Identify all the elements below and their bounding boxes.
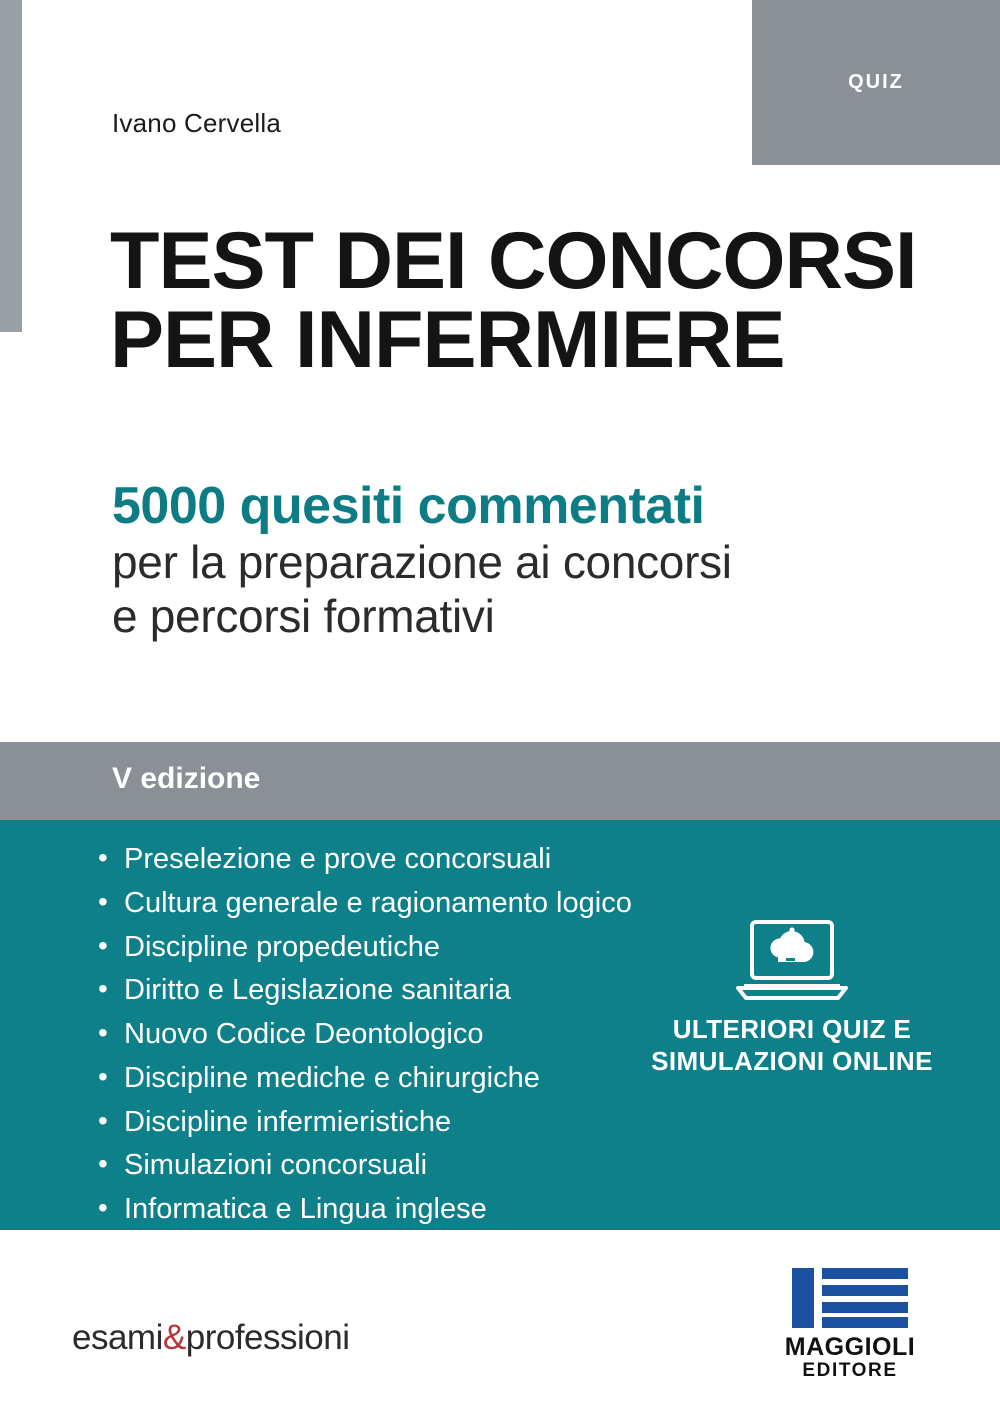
- subtitle-highlight: 5000 quesiti commentati: [112, 477, 705, 535]
- title-line-1: TEST DEI CONCORSI: [110, 216, 917, 306]
- list-item: • Diritto e Legislazione sanitaria: [96, 969, 696, 1013]
- laptop-cloud-icon: [734, 918, 850, 1002]
- online-extras-block: [642, 918, 942, 1077]
- quiz-badge-label: QUIZ: [848, 71, 904, 93]
- subtitle-block: [112, 478, 952, 644]
- quiz-badge: [752, 0, 1000, 165]
- spine-accent-band: [0, 0, 22, 332]
- series-brand-ampersand: &: [162, 1318, 186, 1357]
- title-line-2: PER INFERMIERE: [110, 295, 785, 386]
- list-item: • Informatica e Lingua inglese: [96, 1188, 696, 1232]
- series-brand-part-1: esami: [72, 1318, 163, 1357]
- list-item: • Cultura generale e ragionamento logico: [96, 882, 696, 926]
- maggioli-mark-icon: [792, 1268, 908, 1328]
- list-item: • Discipline mediche e chirurgiche: [96, 1057, 696, 1101]
- list-item: • Simulazioni concorsuali: [96, 1144, 696, 1188]
- topics-list: [96, 838, 696, 1232]
- publisher-logo: [762, 1268, 938, 1383]
- page-title: [110, 216, 940, 386]
- edition-label: V edizione: [112, 762, 261, 795]
- online-text-line-2: SIMULAZIONI ONLINE: [651, 1045, 933, 1076]
- online-text-line-1: ULTERIORI QUIZ E: [672, 1014, 912, 1044]
- subtitle-line-2: per la preparazione ai concorsi: [112, 536, 732, 589]
- list-item: • Preselezione e prove concorsuali: [96, 838, 696, 882]
- list-item: • Discipline infermieristiche: [96, 1101, 696, 1145]
- series-brand-part-2: professioni: [185, 1318, 350, 1357]
- subtitle-line-3: e percorsi formativi: [112, 590, 495, 643]
- list-item: • Discipline propedeutiche: [96, 926, 696, 970]
- publisher-subtitle: EDITORE: [802, 1360, 898, 1382]
- list-item: • Nuovo Codice Deontologico: [96, 1013, 696, 1057]
- author-name: Ivano Cervella: [112, 108, 281, 138]
- publisher-name: MAGGIOLI: [784, 1333, 916, 1361]
- series-brand: [72, 1318, 350, 1358]
